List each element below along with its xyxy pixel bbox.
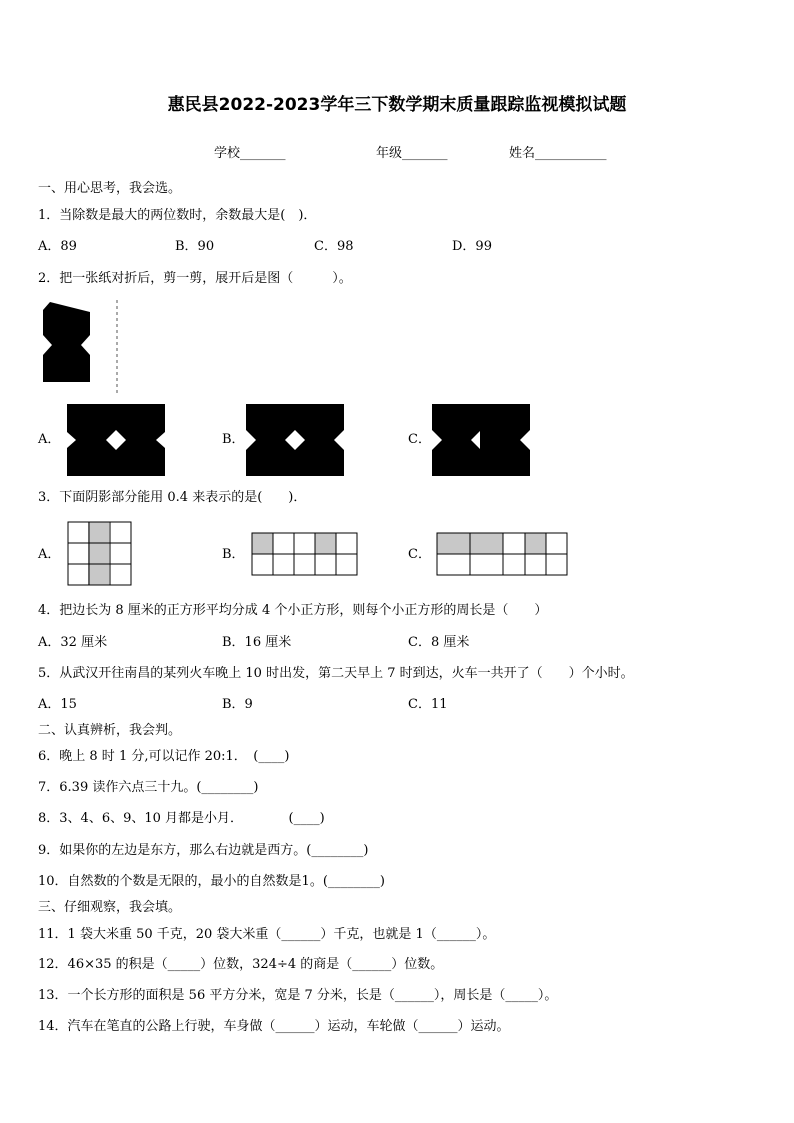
question-11: 11．1 袋大米重 50 千克，20 袋大米重（______）千克，也就是 1（______）。: [38, 927, 496, 942]
school-field: 学校_______: [214, 146, 286, 161]
q2-option-b: B．: [222, 432, 245, 447]
name-field: 姓名___________: [509, 146, 607, 161]
question-4: 4．把边长为 8 厘米的正方形平均分成 4 个小正方形，则每个小正方形的周长是（ ）: [38, 603, 548, 618]
folded-paper-figure: [40, 300, 130, 395]
q3-grid-a: [67, 521, 133, 587]
q4-option-a: A．32 厘米: [38, 635, 108, 650]
q4-option-c: C．8 厘米: [408, 635, 470, 650]
question-10: 10．自然数的个数是无限的，最小的自然数是1。(________): [38, 874, 385, 889]
question-1: 1．当除数是最大的两位数时，余数最大是( )．: [38, 208, 317, 223]
question-8: 8．3、4、6、9、10 月都是小月． (____): [38, 811, 325, 826]
q1-option-c: C．98: [314, 239, 354, 254]
q4-option-b: B．16 厘米: [222, 635, 292, 650]
q1-option-a: A．89: [38, 239, 77, 254]
q3-option-a: A．: [38, 547, 61, 562]
question-9: 9．如果你的左边是东方，那么右边就是西方。(________): [38, 843, 369, 858]
question-12: 12．46×35 的积是（_____）位数，324÷4 的商是（______）位数。: [38, 957, 444, 972]
q2-option-a: A．: [38, 432, 61, 447]
q3-option-c: C．: [408, 547, 431, 562]
q1-option-d: D．99: [452, 239, 492, 254]
question-5: 5．从武汉开往南昌的某列火车晚上 10 时出发，第二天早上 7 时到达，火车一共开了（ ）个小时。: [38, 666, 634, 681]
q5-option-c: C．11: [408, 697, 448, 712]
question-7: 7．6.39 读作六点三十九。(________): [38, 780, 259, 795]
grade-field: 年级_______: [376, 146, 448, 161]
q5-option-b: B．9: [222, 697, 253, 712]
question-3: 3．下面阴影部分能用 0.4 来表示的是( )．: [38, 490, 307, 505]
section-3-heading: 三、仔细观察，我会填。: [38, 900, 182, 915]
question-13: 13．一个长方形的面积是 56 平方分米，宽是 7 分米，长是（______），周长是（_____）。: [38, 988, 558, 1003]
q2-figure-a: [67, 404, 165, 476]
section-2-heading: 二、认真辨析，我会判。: [38, 723, 182, 738]
q2-figure-c: [432, 404, 530, 476]
q2-figure-b: [246, 404, 344, 476]
q1-option-b: B．90: [175, 239, 215, 254]
q5-option-a: A．15: [38, 697, 77, 712]
question-2: 2．把一张纸对折后，剪一剪，展开后是图（ ）。: [38, 271, 352, 286]
question-6: 6．晚上 8 时 1 分,可以记作 20:1． (____): [38, 749, 290, 764]
section-1-heading: 一、用心思考，我会选。: [38, 181, 182, 196]
q3-grid-c: [436, 532, 569, 578]
q3-grid-b: [251, 532, 359, 578]
page-title: 惠民县2022-2023学年三下数学期末质量跟踪监视模拟试题: [167, 95, 627, 115]
question-14: 14．汽车在笔直的公路上行驶，车身做（______）运动，车轮做（______）运动。: [38, 1019, 510, 1034]
q3-option-b: B．: [222, 547, 245, 562]
q2-option-c: C．: [408, 432, 431, 447]
